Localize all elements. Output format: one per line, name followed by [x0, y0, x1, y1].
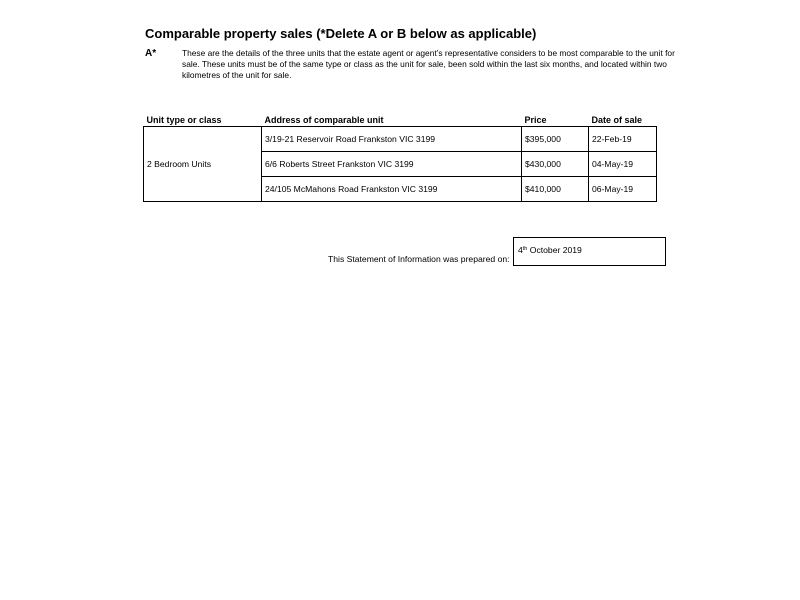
unit-type-cell: 2 Bedroom Units — [144, 127, 262, 202]
table-row — [144, 127, 657, 152]
price-cell: $395,000 — [522, 127, 589, 152]
option-marker: A* — [145, 48, 157, 59]
address-cell: 3/19-21 Reservoir Road Frankston VIC 3199 — [262, 127, 522, 152]
prepared-on-label: This Statement of Information was prepared on: — [328, 254, 510, 264]
prepared-date-field[interactable] — [513, 237, 666, 266]
date-month-year: October 2019 — [527, 245, 582, 255]
price-cell: $430,000 — [522, 152, 589, 177]
comparable-sales-table — [143, 110, 657, 202]
date-day: 4 — [518, 245, 523, 255]
header-price: Price — [522, 110, 589, 127]
date-cell: 04-May-19 — [589, 152, 657, 177]
address-cell: 6/6 Roberts Street Frankston VIC 3199 — [262, 152, 522, 177]
date-cell: 22-Feb-19 — [589, 127, 657, 152]
header-date: Date of sale — [589, 110, 657, 127]
prepared-date-value — [518, 245, 582, 255]
header-unit-type: Unit type or class — [144, 110, 262, 127]
header-address: Address of comparable unit — [262, 110, 522, 127]
address-cell: 24/105 McMahons Road Frankston VIC 3199 — [262, 177, 522, 202]
date-ordinal-suffix: th — [522, 246, 528, 252]
price-cell: $410,000 — [522, 177, 589, 202]
date-cell: 06-May-19 — [589, 177, 657, 202]
option-description: These are the details of the three units that the estate agent or agent’s representative considers to be most comparable to the unit for sale. These units must be of the same type or class as the unit for sale, been sold within the last six months, and located within two kilometres of the unit for sale. — [182, 48, 675, 80]
table-header-row — [144, 110, 657, 127]
section-heading: Comparable property sales (*Delete A or B below as applicable) — [145, 26, 537, 41]
